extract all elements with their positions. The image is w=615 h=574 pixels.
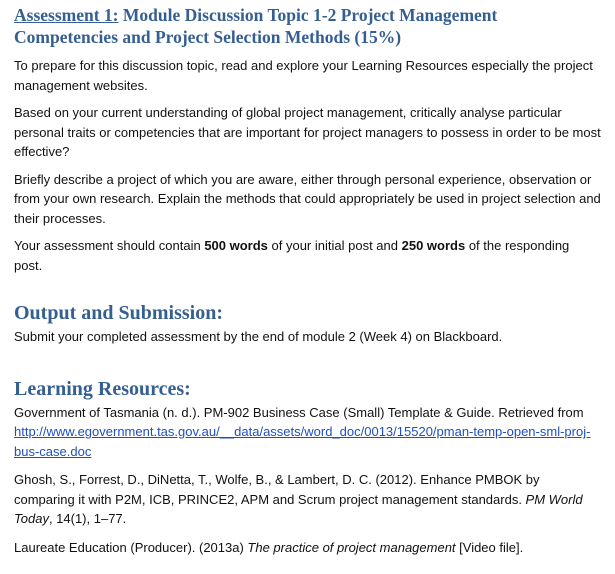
- reference-ghosh-text: Ghosh, S., Forrest, D., DiNetta, T., Wolfe, B., & Lambert, D. C. (2012). Enhance PMBOK by comparing it with P2M, ICB, PRINCE2, APM and Scrum project management standards.: [14, 472, 540, 507]
- assessment-label: Assessment 1:: [14, 5, 119, 25]
- output-text: Submit your completed assessment by the end of module 2 (Week 4) on Blackboard.: [14, 329, 503, 344]
- assessment-title: Module Discussion Topic 1-2 Project Management Competencies and Project Selection Methods (15%): [14, 5, 498, 47]
- reference-laureate-format: [Video file].: [455, 539, 524, 555]
- spacer: [14, 355, 601, 377]
- reference-laureate-title: The practice of project management: [247, 539, 456, 555]
- word-count-text-c: of the responding post.: [14, 238, 570, 273]
- word-count-text-b: of your initial post and: [267, 238, 402, 253]
- initial-post-words: 500 words: [204, 238, 268, 253]
- reference-ghosh-journal: PM World Today: [14, 491, 583, 526]
- reference-laureate: [14, 538, 601, 558]
- word-count-text-a: Your assessment should contain: [14, 238, 205, 253]
- resources-heading: Learning Resources:: [14, 377, 191, 400]
- paragraph-prepare: To prepare for this discussion topic, read and explore your Learning Resources especially the project management websites.: [14, 58, 593, 93]
- reference-tasmania-link[interactable]: http://www.egovernment.tas.gov.au/__data/assets/word_doc/0013/15520/pman-temp-open-sml-proj-bus-case.doc: [14, 424, 591, 459]
- paragraph-understanding: Based on your current understanding of global project management, critically analyse particular personal traits or competencies that are important for project managers to possess in order to be most effective?: [14, 105, 601, 159]
- responding-post-words: 250 words: [401, 238, 466, 253]
- reference-ghosh-volume: , 14(1), 1–77.: [48, 511, 127, 526]
- reference-tasmania-text: Government of Tasmania (n. d.). PM-902 Business Case (Small) Template & Guide. Retrieved from: [14, 404, 584, 420]
- spacer: [14, 283, 601, 301]
- output-heading: Output and Submission:: [14, 302, 223, 324]
- paragraph-describe-project: Briefly describe a project of which you are aware, either through personal experience, observation or from your own research. Explain the methods that could appropriately be used in project selection and their processes.: [14, 171, 601, 226]
- reference-ghosh: [14, 470, 601, 529]
- reference-tasmania: [14, 403, 601, 462]
- assessment-heading: [14, 4, 601, 48]
- reference-laureate-text: Laureate Education (Producer). (2013a): [14, 539, 248, 555]
- paragraph-word-count: [14, 236, 601, 275]
